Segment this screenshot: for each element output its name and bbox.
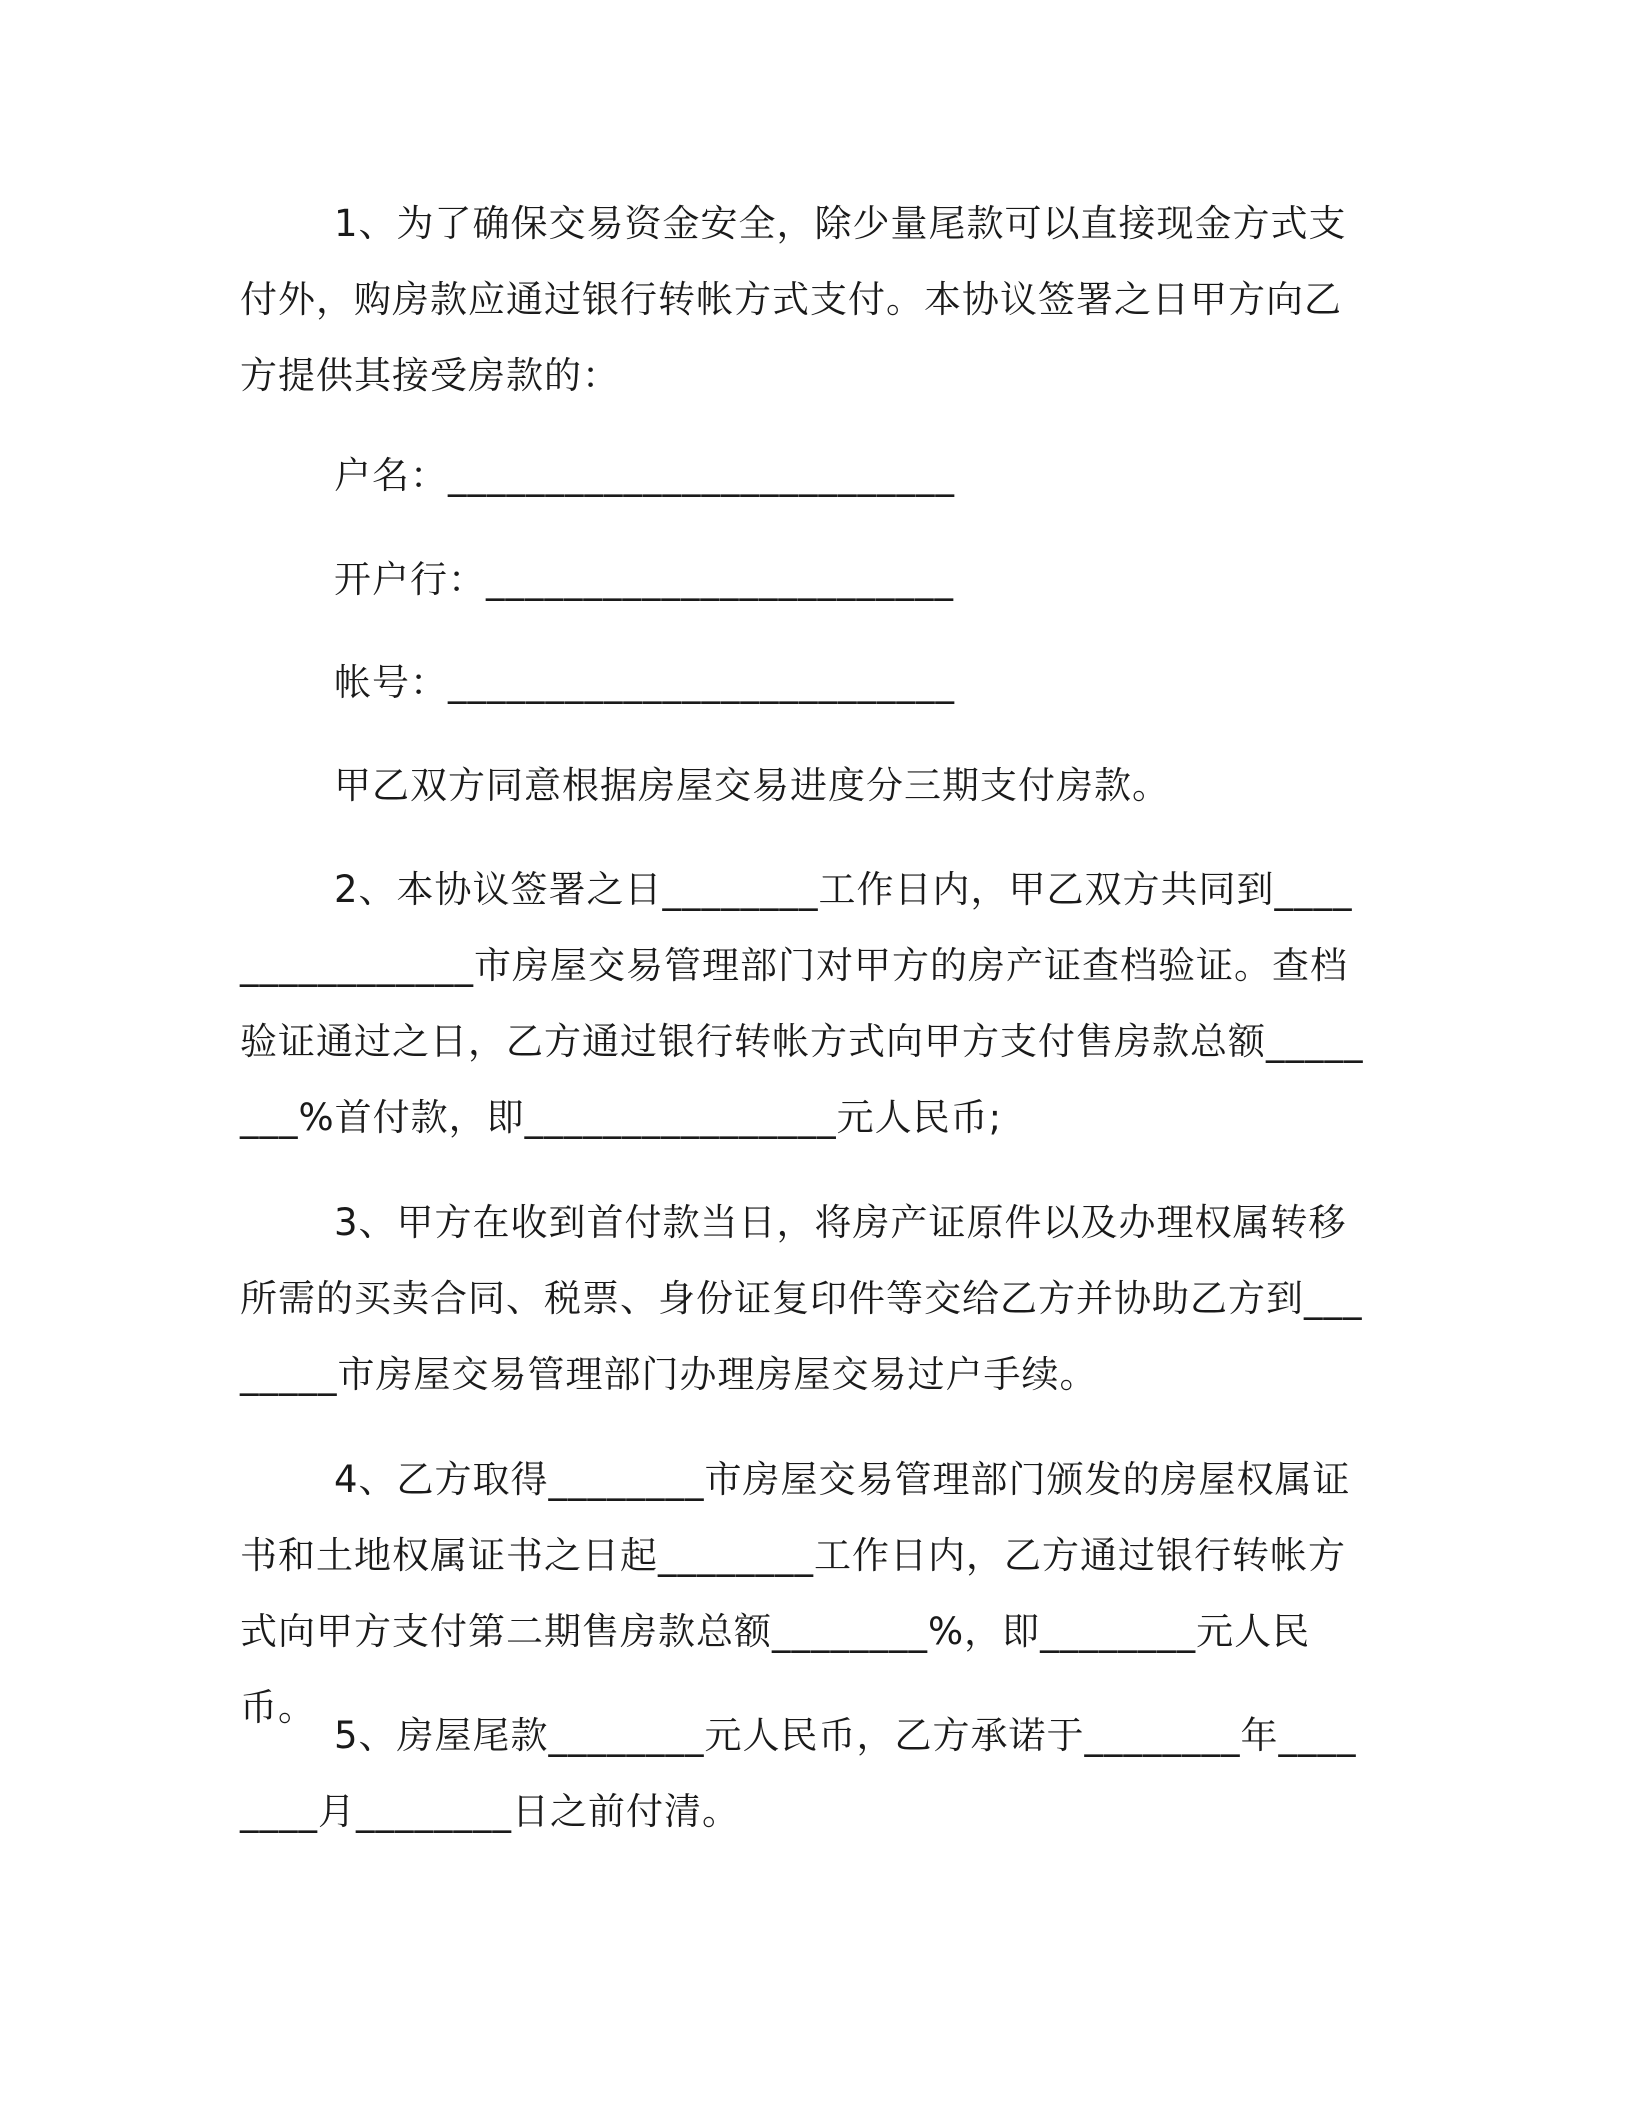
- bank-line: [240, 542, 1365, 618]
- account-number-field: 帐号：__________________________: [334, 661, 955, 704]
- clause-4-second-payment: 4、乙方取得________市房屋交易管理部门颁发的房屋权属证书和土地权属证书之日起________工作日内，乙方通过银行转帐方式向甲方支付第二期售房款总额________%，即________元人民币。: [240, 1458, 1351, 1729]
- clause-2-verification: 2、本协议签署之日________工作日内，甲乙双方共同到________________市房屋交易管理部门对甲方的房产证查档验证。查档验证通过之日，乙方通过银行转帐方式向甲方支付售房款总额________%首付款，即________________元人民币;: [240, 868, 1364, 1139]
- paragraph-3: [240, 1185, 1365, 1413]
- clause-5-final-payment: 5、房屋尾款________元人民币，乙方承诺于________年________月________日之前付清。: [240, 1714, 1357, 1833]
- paragraph-2: [240, 852, 1365, 1156]
- clause-3-transfer: 3、甲方在收到首付款当日，将房产证原件以及办理权属转移所需的买卖合同、税票、身份证复印件等交给乙方并协助乙方到________市房屋交易管理部门办理房屋交易过户手续。: [240, 1201, 1363, 1396]
- bank-field: 开户行：________________________: [334, 558, 954, 601]
- account-name-field: 户名：__________________________: [334, 454, 955, 497]
- paragraph-1: [240, 186, 1365, 414]
- account-number-line: [240, 645, 1365, 721]
- account-name-line: [240, 438, 1365, 514]
- installments-line: [240, 748, 1365, 824]
- clause-1-payment-method: 1、为了确保交易资金安全，除少量尾款可以直接现金方式支付外，购房款应通过银行转帐方式支付。本协议签署之日甲方向乙方提供其接受房款的：: [240, 202, 1347, 397]
- installments-statement: 甲乙双方同意根据房屋交易进度分三期支付房款。: [334, 764, 1170, 807]
- paragraph-5: [240, 1698, 1365, 1850]
